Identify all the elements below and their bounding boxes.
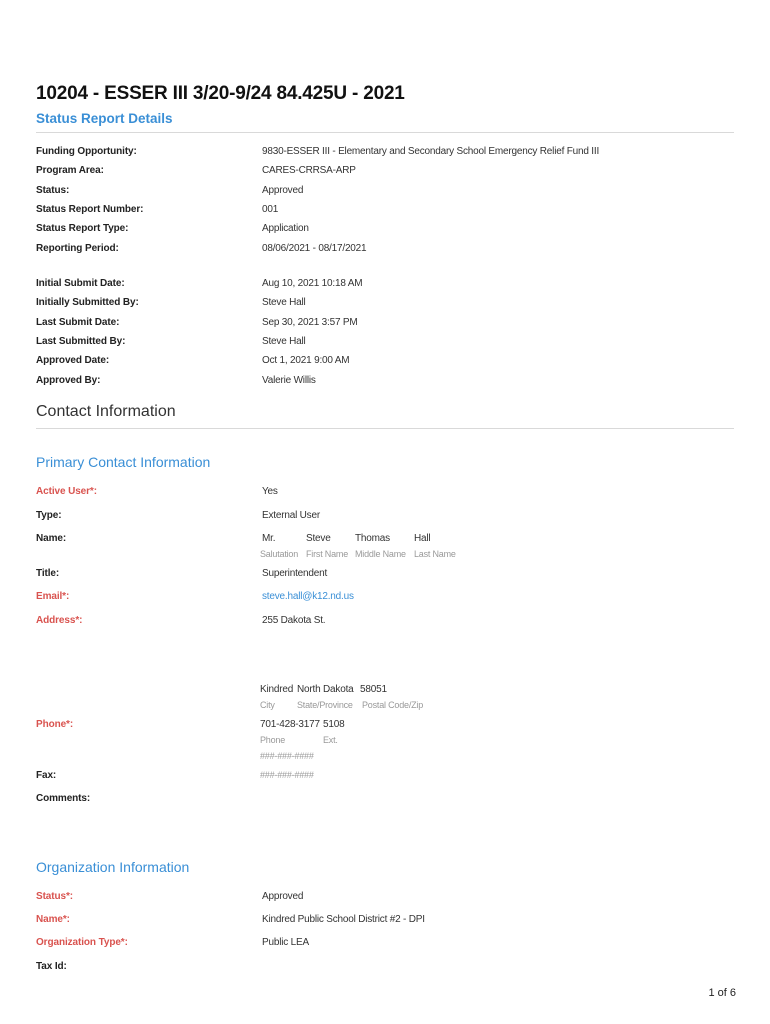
detail-label: Funding Opportunity: <box>36 146 137 157</box>
detail-label: Status: <box>36 185 70 196</box>
detail-value: CARES-CRRSA-ARP <box>262 165 356 176</box>
middle-name-value: Thomas <box>355 533 390 544</box>
org-type-value: Public LEA <box>262 937 309 948</box>
submission-label: Last Submitted By: <box>36 336 126 347</box>
salutation-value: Mr. <box>262 533 276 544</box>
detail-label: Status Report Number: <box>36 204 144 215</box>
active-user-label: Active User*: <box>36 486 97 497</box>
title-label: Title: <box>36 568 60 579</box>
title-row <box>0 568 770 584</box>
detail-row <box>0 243 770 259</box>
submission-row <box>0 375 770 391</box>
org-status-row <box>0 891 770 907</box>
type-row <box>0 510 770 526</box>
submission-label: Initially Submitted By: <box>36 297 139 308</box>
detail-value: Approved <box>262 185 304 196</box>
org-name-value: Kindred Public School District #2 - DPI <box>262 914 425 925</box>
state-caption: State/Province <box>297 700 353 710</box>
detail-value: 001 <box>262 204 279 215</box>
first-name-caption: First Name <box>306 549 349 559</box>
fax-label: Fax: <box>36 770 57 781</box>
comments-row <box>0 793 770 809</box>
type-label: Type: <box>36 510 62 521</box>
detail-label: Status Report Type: <box>36 223 129 234</box>
middle-name-caption: Middle Name <box>355 549 406 559</box>
phone-label: Phone*: <box>36 719 74 730</box>
detail-row <box>0 165 770 181</box>
contact-information-heading: Contact Information <box>36 403 176 420</box>
organization-information-heading: Organization Information <box>36 859 190 875</box>
fax-row <box>0 770 770 786</box>
zip-caption: Postal Code/Zip <box>362 700 424 710</box>
submission-label: Approved Date: <box>36 355 110 366</box>
detail-value: 9830-ESSER III - Elementary and Secondary School Emergency Relief Fund III <box>262 146 600 157</box>
org-type-label: Organization Type*: <box>36 937 128 948</box>
org-type-row <box>0 937 770 953</box>
active-user-value: Yes <box>262 486 278 497</box>
phone-format-hint: ###-###-#### <box>260 751 314 761</box>
phone-ext-value: 5108 <box>323 719 345 730</box>
address-label: Address*: <box>36 615 83 626</box>
submission-value: Valerie Willis <box>262 375 316 386</box>
detail-row <box>0 185 770 201</box>
detail-row <box>0 146 770 162</box>
submission-label: Last Submit Date: <box>36 317 120 328</box>
first-name-value: Steve <box>306 533 331 544</box>
submission-row <box>0 317 770 333</box>
submission-label: Approved By: <box>36 375 101 386</box>
city-value: Kindred <box>260 684 294 695</box>
email-row <box>0 591 770 607</box>
page-title: 10204 - ESSER III 3/20-9/24 84.425U - 2021 <box>36 83 405 104</box>
detail-row <box>0 204 770 220</box>
fax-format-hint: ###-###-#### <box>260 770 314 780</box>
active-user-row <box>0 486 770 502</box>
type-value: External User <box>262 510 320 521</box>
submission-row <box>0 278 770 294</box>
status-report-details-heading: Status Report Details <box>36 111 173 126</box>
divider <box>36 132 734 133</box>
detail-value: Application <box>262 223 309 234</box>
email-label: Email*: <box>36 591 70 602</box>
org-name-label: Name*: <box>36 914 70 925</box>
salutation-caption: Salutation <box>260 549 299 559</box>
phone-row <box>0 719 770 763</box>
org-status-label: Status*: <box>36 891 73 902</box>
divider <box>36 428 734 429</box>
tax-id-row <box>0 961 770 977</box>
submission-value: Oct 1, 2021 9:00 AM <box>262 355 350 366</box>
city-caption: City <box>260 700 275 710</box>
title-value: Superintendent <box>262 568 328 579</box>
last-name-caption: Last Name <box>414 549 456 559</box>
comments-label: Comments: <box>36 793 91 804</box>
phone-number-value: 701-428-3177 <box>260 719 320 730</box>
ext-caption: Ext. <box>323 735 338 745</box>
zip-value: 58051 <box>360 684 387 695</box>
address-row <box>0 615 770 715</box>
detail-label: Reporting Period: <box>36 243 119 254</box>
submission-value: Aug 10, 2021 10:18 AM <box>262 278 363 289</box>
phone-caption: Phone <box>260 735 286 745</box>
name-row <box>0 533 770 565</box>
org-status-value: Approved <box>262 891 304 902</box>
submission-row <box>0 355 770 371</box>
email-link[interactable]: steve.hall@k12.nd.us <box>262 591 354 602</box>
primary-contact-heading: Primary Contact Information <box>36 454 211 470</box>
submission-row <box>0 336 770 352</box>
tax-id-label: Tax Id: <box>36 961 67 972</box>
submission-value: Steve Hall <box>262 336 306 347</box>
detail-label: Program Area: <box>36 165 104 176</box>
state-value: North Dakota <box>297 684 354 695</box>
org-name-row <box>0 914 770 930</box>
submission-label: Initial Submit Date: <box>36 278 125 289</box>
page-number: 1 of 6 <box>708 987 736 999</box>
last-name-value: Hall <box>414 533 431 544</box>
submission-value: Sep 30, 2021 3:57 PM <box>262 317 358 328</box>
street-value: 255 Dakota St. <box>262 615 326 626</box>
submission-value: Steve Hall <box>262 297 306 308</box>
submission-row <box>0 297 770 313</box>
detail-value: 08/06/2021 - 08/17/2021 <box>262 243 367 254</box>
detail-row <box>0 223 770 239</box>
name-label: Name: <box>36 533 67 544</box>
